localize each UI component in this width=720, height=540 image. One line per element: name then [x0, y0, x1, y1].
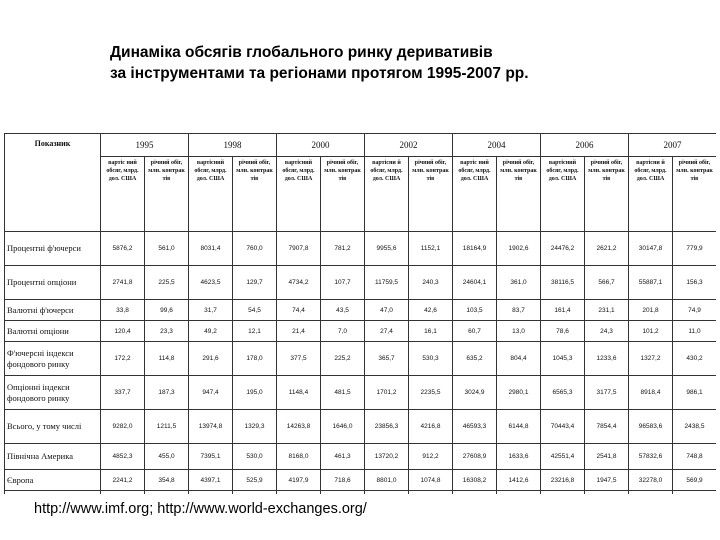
table-cell: 461,3 [321, 444, 365, 470]
table-cell: 23,3 [145, 321, 189, 342]
table-cell [321, 491, 365, 495]
annual-turnover-header: річний обіг, млн. контрак тів [233, 157, 277, 232]
table-cell: 5876,2 [101, 232, 145, 266]
table-cell: 2980,1 [497, 376, 541, 410]
table-cell: 1152,1 [409, 232, 453, 266]
table-cell: 16,1 [409, 321, 453, 342]
table-cell: 365,7 [365, 342, 409, 376]
table-cell: 24,3 [585, 321, 629, 342]
table-cell: 9282,0 [101, 410, 145, 444]
table-cell: 12,1 [233, 321, 277, 342]
table-cell: 129,7 [233, 266, 277, 300]
table-cell: 430,2 [673, 342, 717, 376]
sub-header-row [5, 157, 717, 232]
table-cell: 2438,5 [673, 410, 717, 444]
table-cell: 7,0 [321, 321, 365, 342]
table-cell: 7395,1 [189, 444, 233, 470]
value-volume-header: вартіс ний обсяг, млрд. дол. США [101, 157, 145, 232]
table-cell: 24476,2 [541, 232, 585, 266]
table-cell: 30147,8 [629, 232, 673, 266]
table-cell: 354,8 [145, 470, 189, 491]
table-body [5, 232, 717, 495]
table-cell: 2241,2 [101, 470, 145, 491]
row-label: Валютні ф'ючерси [5, 300, 101, 321]
table-cell: 569,9 [673, 470, 717, 491]
annual-turnover-header: річний обіг, млн. контрак тів [409, 157, 453, 232]
table-cell: 361,0 [497, 266, 541, 300]
table-cell: 4216,8 [409, 410, 453, 444]
table-cell: 99,6 [145, 300, 189, 321]
derivatives-table [4, 133, 716, 494]
table-cell: 530,3 [409, 342, 453, 376]
table-cell: 74,9 [673, 300, 717, 321]
year-header: 1995 [101, 134, 189, 157]
table-cell: 96583,6 [629, 410, 673, 444]
table-cell: 781,2 [321, 232, 365, 266]
row-label: Опціонні індекси фондового ринку [5, 376, 101, 410]
table-cell: 172,2 [101, 342, 145, 376]
table-cell: 718,6 [321, 470, 365, 491]
table-cell: 1646,0 [321, 410, 365, 444]
annual-turnover-header: річний обіг, млн. контрак тів [145, 157, 189, 232]
table-cell: 225,2 [321, 342, 365, 376]
table-cell: 74,4 [277, 300, 321, 321]
annual-turnover-header: річний обіг, млн. контрак тів [497, 157, 541, 232]
table-cell: 38116,5 [541, 266, 585, 300]
table-cell [629, 491, 673, 495]
table-cell: 1074,8 [409, 470, 453, 491]
table-cell: 42551,4 [541, 444, 585, 470]
table-cell: 8918,4 [629, 376, 673, 410]
table-cell: 23856,3 [365, 410, 409, 444]
table-row [5, 232, 717, 266]
table-cell: 3177,5 [585, 376, 629, 410]
table-cell: 195,0 [233, 376, 277, 410]
table-row [5, 376, 717, 410]
table-cell: 2741,8 [101, 266, 145, 300]
table-cell [409, 491, 453, 495]
annual-turnover-header: річний обіг, млн. контрак тів [585, 157, 629, 232]
table-cell [101, 491, 145, 495]
table-cell: 11,0 [673, 321, 717, 342]
table-cell: 912,2 [409, 444, 453, 470]
table-cell: 8801,0 [365, 470, 409, 491]
year-header-row [5, 134, 717, 157]
table-cell: 47,0 [365, 300, 409, 321]
title-line-2: за інструментами та регіонами протягом 1995-2007 рр. [110, 65, 529, 82]
table-cell: 161,4 [541, 300, 585, 321]
row-label [5, 491, 101, 495]
year-header: 2007 [629, 134, 717, 157]
table-cell: 986,1 [673, 376, 717, 410]
table-cell: 107,7 [321, 266, 365, 300]
table-cell: 43,5 [321, 300, 365, 321]
table-cell: 9955,6 [365, 232, 409, 266]
table-cell [189, 491, 233, 495]
table-cell: 1327,2 [629, 342, 673, 376]
table-row [5, 410, 717, 444]
source-links: http://www.imf.org; http://www.world-exchanges.org/ [34, 501, 367, 517]
year-header: 2004 [453, 134, 541, 157]
value-volume-header: вартісний обсяг, млрд. дол. США [541, 157, 585, 232]
table-cell: 13,0 [497, 321, 541, 342]
table-cell: 947,4 [189, 376, 233, 410]
row-label: Північна Америка [5, 444, 101, 470]
table-cell: 760,0 [233, 232, 277, 266]
table-row [5, 321, 717, 342]
row-label: Європа [5, 470, 101, 491]
value-volume-header: вартіс ний обсяг, млрд. дол. США [453, 157, 497, 232]
table-cell: 231,1 [585, 300, 629, 321]
table-cell: 6565,3 [541, 376, 585, 410]
table-cell: 23216,8 [541, 470, 585, 491]
table-row [5, 444, 717, 470]
table-cell: 566,7 [585, 266, 629, 300]
table-cell: 83,7 [497, 300, 541, 321]
value-volume-header: вартісни й обсяг, млрд. дол. США [365, 157, 409, 232]
table-cell: 804,4 [497, 342, 541, 376]
table-cell: 57832,6 [629, 444, 673, 470]
table-cell: 201,8 [629, 300, 673, 321]
table-cell: 748,8 [673, 444, 717, 470]
table-cell: 337,7 [101, 376, 145, 410]
table-cell: 1412,6 [497, 470, 541, 491]
table-cell: 54,5 [233, 300, 277, 321]
table-cell: 33,8 [101, 300, 145, 321]
row-label: Процентні ф'ючерси [5, 232, 101, 266]
table-cell: 7854,4 [585, 410, 629, 444]
table-cell: 120,4 [101, 321, 145, 342]
table-cell: 8031,4 [189, 232, 233, 266]
table-cell: 1633,6 [497, 444, 541, 470]
table-cell: 49,2 [189, 321, 233, 342]
year-header: 1998 [189, 134, 277, 157]
table-cell [233, 491, 277, 495]
table-cell [541, 491, 585, 495]
table-cell: 530,0 [233, 444, 277, 470]
slide-title [110, 42, 700, 84]
table-cell: 101,2 [629, 321, 673, 342]
table-cell: 561,0 [145, 232, 189, 266]
table-cell: 377,5 [277, 342, 321, 376]
table-cell: 70443,4 [541, 410, 585, 444]
table-row [5, 342, 717, 376]
table-cell: 240,3 [409, 266, 453, 300]
table-cell: 4397,1 [189, 470, 233, 491]
table-cell: 481,5 [321, 376, 365, 410]
table-cell: 4852,3 [101, 444, 145, 470]
table-row [5, 491, 717, 495]
derivatives-table-container [4, 133, 716, 494]
value-volume-header: вартісний обсяг, млрд. дол. США [189, 157, 233, 232]
table-cell: 46593,3 [453, 410, 497, 444]
table-cell: 6144,8 [497, 410, 541, 444]
table-cell: 13720,2 [365, 444, 409, 470]
table-cell: 31,7 [189, 300, 233, 321]
table-cell: 16308,2 [453, 470, 497, 491]
table-cell: 178,0 [233, 342, 277, 376]
table-cell: 1045,3 [541, 342, 585, 376]
table-cell: 24604,1 [453, 266, 497, 300]
year-header: 2002 [365, 134, 453, 157]
table-cell [497, 491, 541, 495]
table-cell: 1233,6 [585, 342, 629, 376]
indicator-header: Показник [5, 134, 101, 232]
table-row [5, 470, 717, 491]
row-label: Всього, у тому числі [5, 410, 101, 444]
table-cell: 156,3 [673, 266, 717, 300]
row-label: Ф'ючерсні індекси фондового ринку [5, 342, 101, 376]
value-volume-header: вартісни й обсяг, млрд. дол. США [629, 157, 673, 232]
table-cell [145, 491, 189, 495]
table-cell: 1211,5 [145, 410, 189, 444]
table-cell: 3024,9 [453, 376, 497, 410]
table-cell [453, 491, 497, 495]
table-row [5, 300, 717, 321]
table-cell: 635,2 [453, 342, 497, 376]
table-cell: 2235,5 [409, 376, 453, 410]
annual-turnover-header: річний обіг, млн. контрак тів [673, 157, 717, 232]
table-cell: 1902,6 [497, 232, 541, 266]
table-cell: 18164,9 [453, 232, 497, 266]
table-cell: 455,0 [145, 444, 189, 470]
table-cell: 7907,8 [277, 232, 321, 266]
table-cell: 21,4 [277, 321, 321, 342]
table-cell: 42,6 [409, 300, 453, 321]
table-cell [277, 491, 321, 495]
title-line-1: Динаміка обсягів глобального ринку деривативів [110, 44, 493, 61]
table-cell: 225,5 [145, 266, 189, 300]
table-cell: 11759,5 [365, 266, 409, 300]
table-row [5, 266, 717, 300]
table-cell: 103,5 [453, 300, 497, 321]
table-cell: 4197,9 [277, 470, 321, 491]
table-cell: 779,9 [673, 232, 717, 266]
row-label: Валютні опціони [5, 321, 101, 342]
table-cell: 27608,9 [453, 444, 497, 470]
table-cell: 291,6 [189, 342, 233, 376]
table-cell: 32278,0 [629, 470, 673, 491]
table-cell: 27,4 [365, 321, 409, 342]
table-cell: 2621,2 [585, 232, 629, 266]
year-header: 2000 [277, 134, 365, 157]
table-cell: 4734,2 [277, 266, 321, 300]
table-cell: 14263,8 [277, 410, 321, 444]
table-cell [673, 491, 717, 495]
table-cell [585, 491, 629, 495]
table-cell: 187,3 [145, 376, 189, 410]
year-header: 2006 [541, 134, 629, 157]
table-cell: 55887,1 [629, 266, 673, 300]
table-cell: 1701,2 [365, 376, 409, 410]
value-volume-header: вартісний обсяг, млрд. дол. США [277, 157, 321, 232]
table-cell: 8168,0 [277, 444, 321, 470]
table-cell [365, 491, 409, 495]
table-cell: 1148,4 [277, 376, 321, 410]
table-cell: 13974,8 [189, 410, 233, 444]
table-cell: 78,6 [541, 321, 585, 342]
row-label: Процентні опціони [5, 266, 101, 300]
table-cell: 60,7 [453, 321, 497, 342]
table-cell: 1947,5 [585, 470, 629, 491]
table-cell: 525,9 [233, 470, 277, 491]
table-cell: 114,8 [145, 342, 189, 376]
annual-turnover-header: річний обіг, млн. контрак тів [321, 157, 365, 232]
table-cell: 1329,3 [233, 410, 277, 444]
table-cell: 4623,5 [189, 266, 233, 300]
table-cell: 2541,8 [585, 444, 629, 470]
